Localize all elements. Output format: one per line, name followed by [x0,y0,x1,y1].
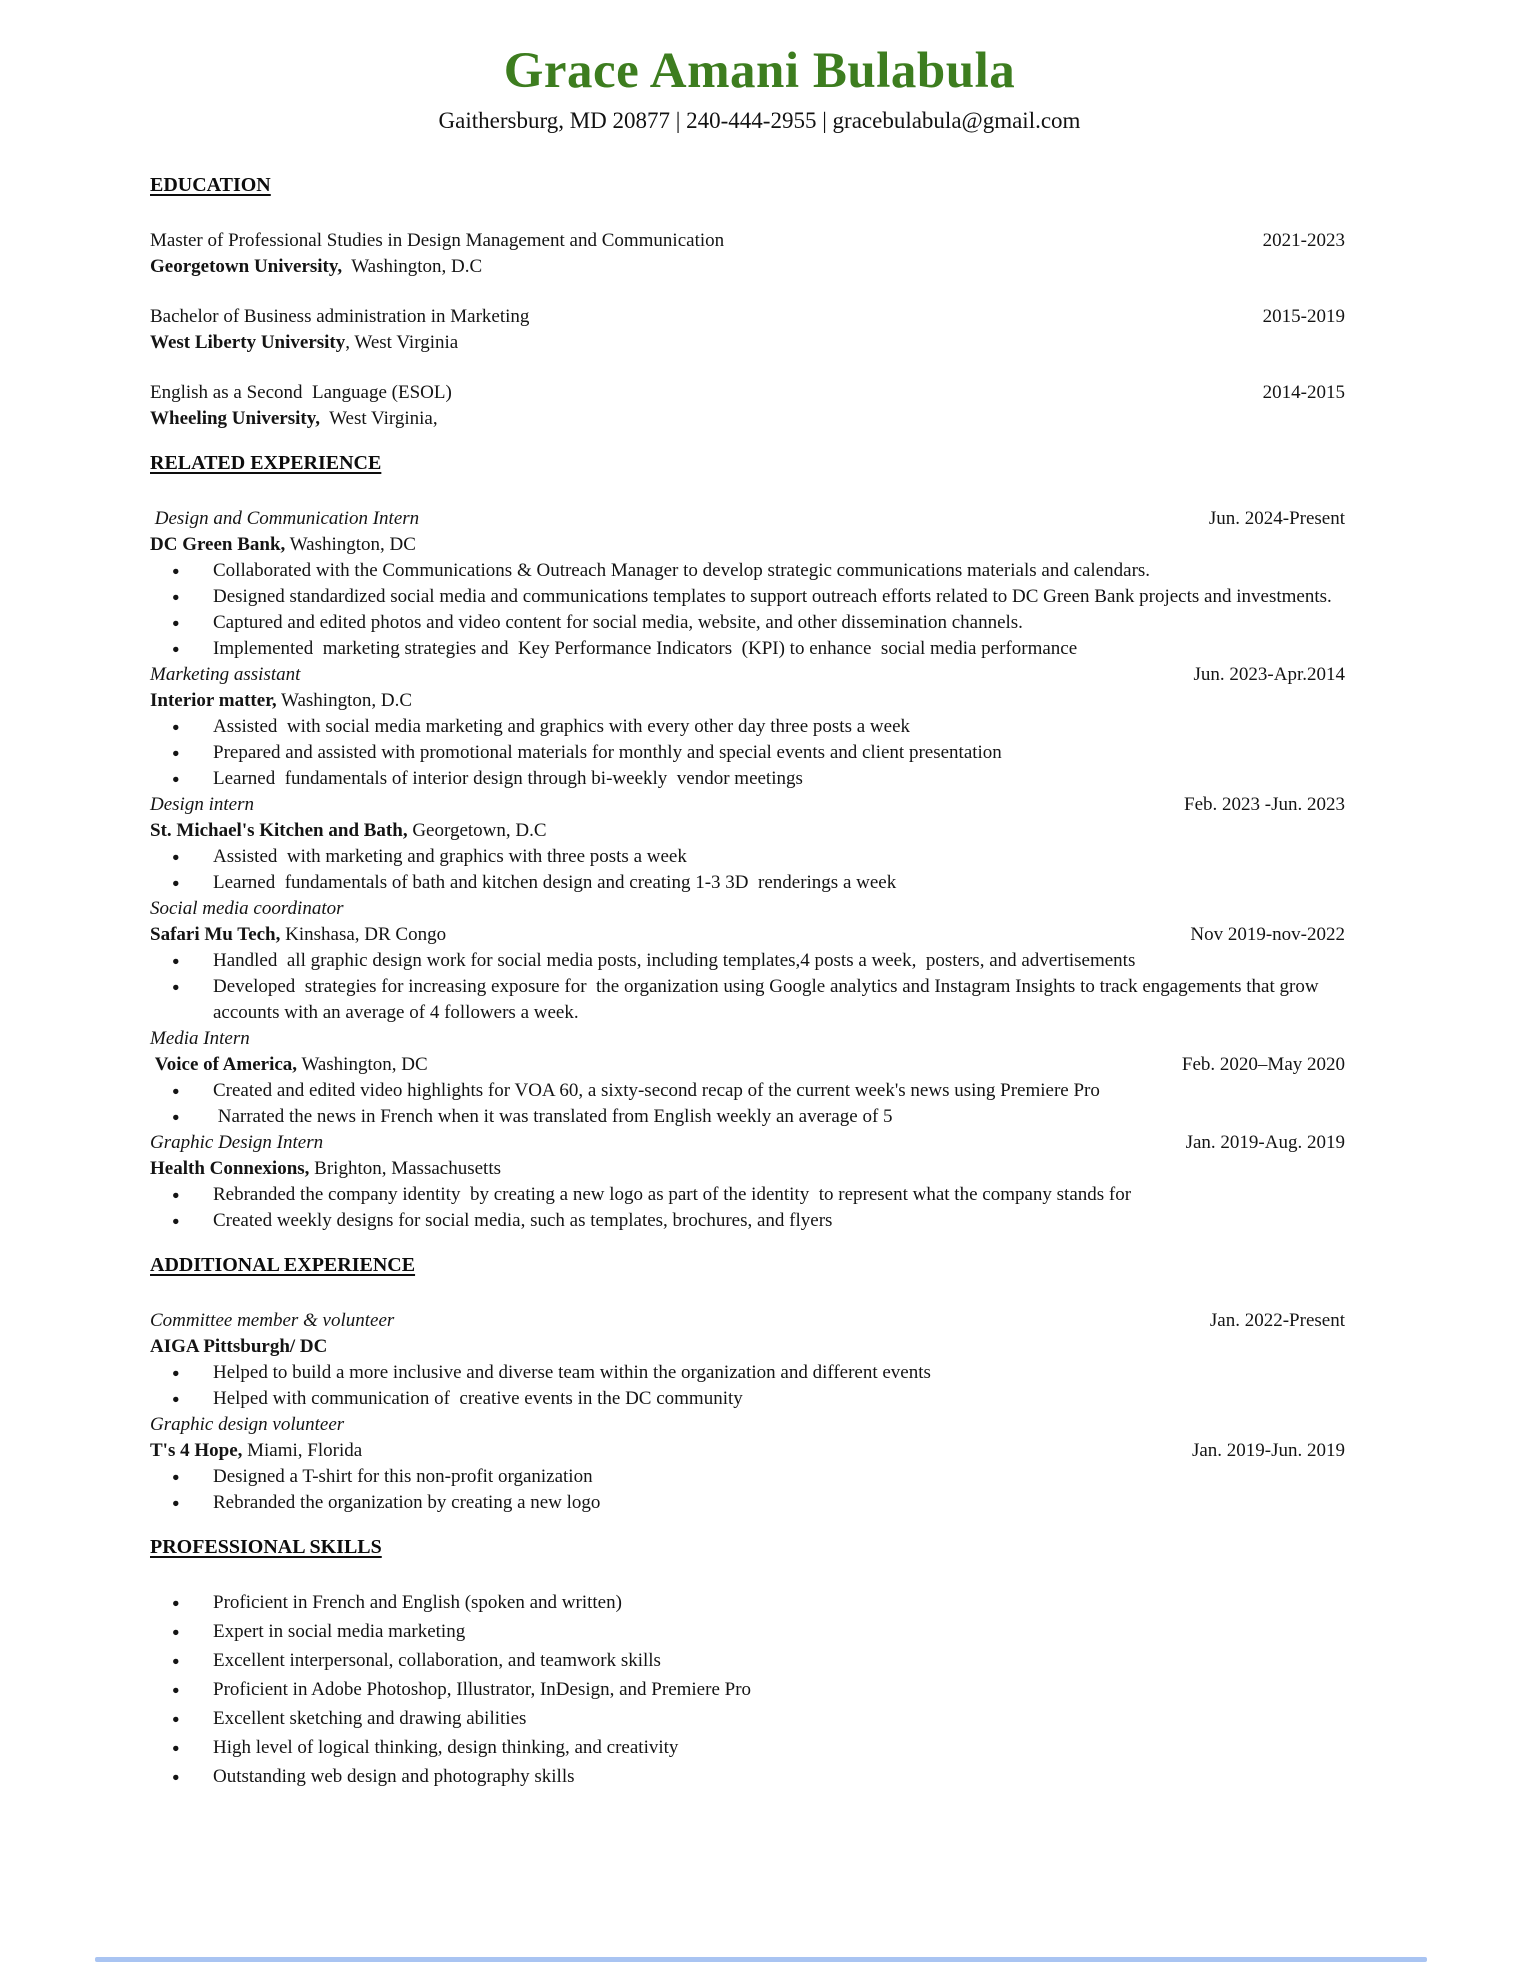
company-name: DC Green Bank, [150,534,286,555]
section-professional-skills [150,1534,1345,1790]
education-school [150,406,438,432]
education-date: 2015-2019 [1262,306,1345,327]
bullet-item: ● Designed standardized social media and communications templates to support outreach efforts related to DC Green Bank projects and investments. [150,584,1345,610]
company-name: AIGA Pittsburgh/ DC [150,1336,328,1357]
company-date: Nov 2019-nov-2022 [1190,924,1345,945]
bullet-item: ● Rebranded the organization by creating a new logo [150,1490,1345,1516]
skill-item: ● Excellent interpersonal, collaboration, and teamwork skills [150,1648,1345,1674]
company-name: Voice of America, [150,1054,298,1075]
job-title-row [150,1412,1345,1438]
job-company-row [150,532,1345,558]
job-bullets [150,1078,1345,1130]
job-entry [150,662,1345,792]
job-title: Graphic Design Intern [150,1132,324,1153]
bullet-item: ● Created and edited video highlights for VOA 60, a sixty-second recap of the current week's news using Premiere Pro [150,1078,1345,1104]
job-date: Jan. 2022-Present [1209,1310,1345,1331]
skill-item: ● Proficient in French and English (spoken and written) [150,1590,1345,1616]
school-location: West Virginia, [319,408,438,429]
job-title: Design intern [150,794,254,815]
bullet-item: ● Collaborated with the Communications & Outreach Manager to develop strategic communications materials and calendars. [150,558,1345,584]
related-experience-heading: RELATED EXPERIENCE [150,452,382,474]
job-company [150,532,416,558]
skill-item: ● Outstanding web design and photography skills [150,1764,1345,1790]
bullet-item: ● Assisted with marketing and graphics with three posts a week [150,844,1345,870]
education-entry [150,380,1345,432]
job-title-row [150,662,1345,688]
education-entry [150,304,1345,356]
job-bullets [150,714,1345,792]
additional-experience-jobs [150,1308,1345,1516]
job-company [150,1438,362,1464]
bullet-item: ● Handled all graphic design work for social media posts, including templates,4 posts a week, posters, and advertisements [150,948,1345,974]
company-date: Feb. 2020–May 2020 [1181,1054,1345,1075]
job-bullets [150,948,1345,1026]
skills-list [150,1590,1345,1790]
job-company [150,1334,327,1360]
job-title: Committee member & volunteer [150,1310,395,1331]
professional-skills-heading: PROFESSIONAL SKILLS [150,1536,382,1558]
bullet-item: ● Helped with communication of creative events in the DC community [150,1386,1345,1412]
bullet-item: ● Captured and edited photos and video content for social media, website, and other dissemination channels. [150,610,1345,636]
job-company-row [150,1156,1345,1182]
job-title-row [150,792,1345,818]
job-date: Feb. 2023 -Jun. 2023 [1184,794,1345,815]
education-degree-row [150,380,1345,406]
contact-line: Gaithersburg, MD 20877 | 240-444-2955 | gracebulabula@gmail.com [438,108,1081,133]
company-location: Brighton, Massachusetts [309,1158,501,1179]
job-entry [150,1412,1345,1516]
company-name: Interior matter, [150,690,277,711]
job-title-row [150,1130,1345,1156]
job-date: Jun. 2023-Apr.2014 [1193,664,1345,685]
company-location: Washington, DC [297,1054,428,1075]
degree-title: English as a Second Language (ESOL) [150,382,452,403]
job-title: Social media coordinator [150,898,344,919]
job-company [150,1052,428,1078]
job-bullets [150,1360,1345,1412]
bullet-item: ● Narrated the news in French when it was translated from English weekly an average of 5 [150,1104,1345,1130]
school-name: Wheeling University, [150,408,320,429]
job-title-row [150,1308,1345,1334]
job-company-row [150,818,1345,844]
school-name: West Liberty University [150,332,346,353]
page-break-indicator [95,1957,1427,1962]
skill-item: ● High level of logical thinking, design thinking, and creativity [150,1735,1345,1761]
job-company [150,1156,501,1182]
job-company [150,922,446,948]
degree-title: Master of Professional Studies in Design Management and Communication [150,230,725,251]
job-bullets [150,558,1345,662]
education-date: 2021-2023 [1262,230,1345,251]
education-school-row [150,406,1345,432]
education-degree-row [150,228,1345,254]
education-entry [150,228,1345,280]
job-title: Graphic design volunteer [150,1414,345,1435]
job-title: Media Intern [150,1028,250,1049]
bullet-item: ● Created weekly designs for social media, such as templates, brochures, and flyers [150,1208,1345,1234]
company-location: Kinshasa, DR Congo [280,924,447,945]
company-date: Jan. 2019-Jun. 2019 [1191,1440,1345,1461]
section-education [150,172,1345,432]
bullet-item: ● Developed strategies for increasing exposure for the organization using Google analytics and Instagram Insights to track engagements that grow accounts with an average of 4 followers a week. [150,974,1345,1026]
school-name: Georgetown University, [150,256,343,277]
job-company-row [150,922,1345,948]
job-title-row [150,1026,1345,1052]
job-company-row [150,688,1345,714]
degree-title: Bachelor of Business administration in Marketing [150,306,530,327]
bullet-item: ● Prepared and assisted with promotional materials for monthly and special events and client presentation [150,740,1345,766]
job-bullets [150,1464,1345,1516]
education-date: 2014-2015 [1262,382,1345,403]
bullet-item: ● Helped to build a more inclusive and diverse team within the organization and different events [150,1360,1345,1386]
job-company [150,818,547,844]
education-heading: EDUCATION [150,174,271,196]
bullet-item: ● Assisted with social media marketing and graphics with every other day three posts a week [150,714,1345,740]
education-school-row [150,330,1345,356]
education-school [150,330,458,356]
job-bullets [150,844,1345,896]
job-date: Jan. 2019-Aug. 2019 [1185,1132,1345,1153]
job-bullets [150,1182,1345,1234]
job-entry [150,896,1345,1026]
company-location: Georgetown, D.C [407,820,547,841]
job-company-row [150,1438,1345,1464]
bullet-item: ● Rebranded the company identity by creating a new logo as part of the identity to represent what the company stands for [150,1182,1345,1208]
company-location: Washington, DC [285,534,416,555]
skill-item: ● Proficient in Adobe Photoshop, Illustrator, InDesign, and Premiere Pro [150,1677,1345,1703]
education-entries [150,228,1345,432]
job-entry [150,506,1345,662]
education-school-row [150,254,1345,280]
job-entry [150,1308,1345,1412]
education-degree-row [150,304,1345,330]
bullet-item: ● Learned fundamentals of bath and kitchen design and creating 1-3 3D renderings a week [150,870,1345,896]
job-company [150,688,412,714]
job-entry [150,1026,1345,1130]
job-entry [150,1130,1345,1234]
job-title-row [150,896,1345,922]
school-location: Washington, D.C [342,256,483,277]
related-experience-jobs [150,506,1345,1234]
job-date: Jun. 2024-Present [1208,508,1345,529]
company-name: Safari Mu Tech, [150,924,281,945]
job-company-row [150,1052,1345,1078]
company-location: Miami, Florida [242,1440,363,1461]
job-title: Marketing assistant [150,664,301,685]
person-name: Grace Amani Bulabula [503,43,1016,99]
job-entry [150,792,1345,896]
section-additional-experience [150,1252,1345,1516]
company-name: Health Connexions, [150,1158,310,1179]
skill-item: ● Excellent sketching and drawing abilities [150,1706,1345,1732]
job-title-row [150,506,1345,532]
job-title: Design and Communication Intern [150,508,420,529]
skill-item: ● Expert in social media marketing [150,1619,1345,1645]
bullet-item: ● Implemented marketing strategies and Key Performance Indicators (KPI) to enhance social media performance [150,636,1345,662]
company-name: T's 4 Hope, [150,1440,243,1461]
additional-experience-heading: ADDITIONAL EXPERIENCE [150,1254,416,1276]
resume-header [0,0,1519,136]
company-location: Washington, D.C [276,690,412,711]
company-name: St. Michael's Kitchen and Bath, [150,820,408,841]
school-location: , West Virginia [345,332,459,353]
bullet-item: ● Designed a T-shirt for this non-profit organization [150,1464,1345,1490]
section-related-experience [150,450,1345,1234]
resume-content [0,172,1519,1853]
education-school [150,254,482,280]
bullet-item: ● Learned fundamentals of interior design through bi-weekly vendor meetings [150,766,1345,792]
job-company-row [150,1334,1345,1360]
